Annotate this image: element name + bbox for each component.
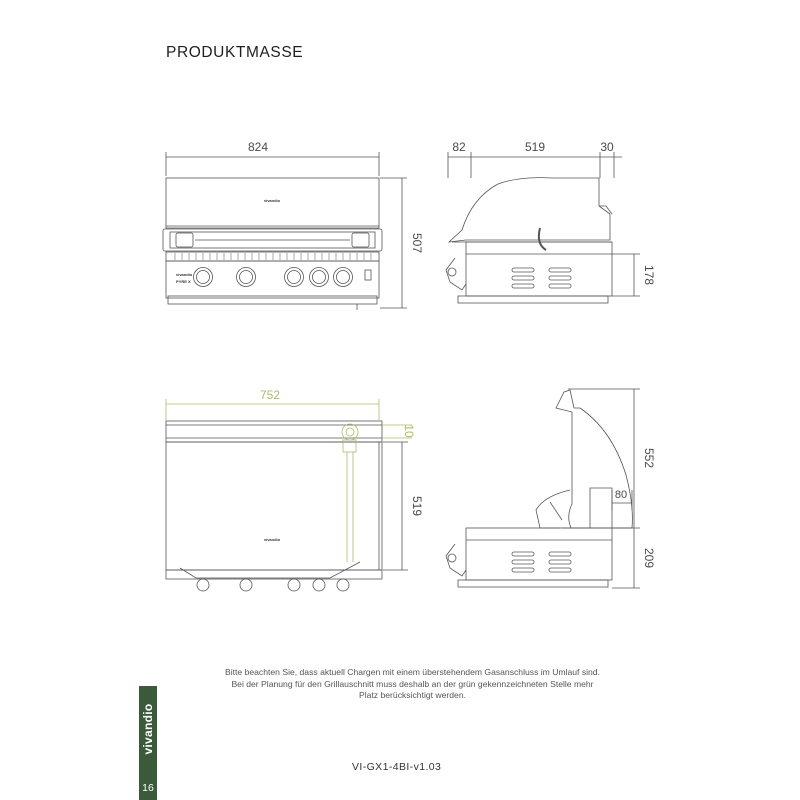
control-panel: [166, 261, 379, 298]
open-side-vents: [512, 552, 571, 572]
dim-label-rear: 82: [452, 140, 466, 154]
brand-sidebar: [139, 686, 157, 800]
dim-label-cutout-width: 752: [259, 388, 281, 402]
panel-model-label: PYRE X: [176, 279, 191, 284]
installation-note: [160, 667, 665, 702]
dim-label-front: 30: [600, 140, 614, 154]
dim-label-height: 507: [410, 232, 424, 254]
note-line-1: Bitte beachten Sie, dass aktuell Chargen mit einem überstehendem Gasanschluss im Umlauf sind.: [225, 667, 600, 677]
lid-logo: vivandio: [263, 198, 281, 203]
note-line-2: Bei der Planung für den Grillauschnitt muss deshalb an der grün gekennzeichneten Stelle mehr: [231, 678, 594, 689]
dim-label-depth: 519: [524, 140, 546, 154]
dim-label-base-height: 178: [642, 264, 656, 286]
page-number: 16: [142, 782, 154, 794]
cutout-view: [166, 399, 412, 591]
open-lid: [556, 390, 632, 528]
side-vents: [512, 268, 571, 288]
front-view: [163, 152, 407, 310]
lid-profile: [449, 178, 610, 242]
document-code: VI-GX1-4BI-v1.03: [352, 761, 442, 773]
dim-label-open-height: 552: [642, 447, 656, 469]
base-body: [466, 242, 612, 296]
page-title: PRODUKTMASSE: [166, 44, 304, 61]
open-base-body: [466, 528, 612, 580]
dim-label-open-base: 209: [642, 547, 656, 569]
note-line-3: Platz berücksichtigt werden.: [359, 690, 466, 700]
gas-connector: [342, 424, 412, 562]
side-view-closed: [446, 152, 640, 303]
dim-label-width: 824: [247, 140, 269, 154]
cutout-logo: vivandio: [263, 537, 281, 542]
dim-label-gas: 10: [402, 424, 416, 438]
dim-label-lid-offset: 80: [614, 489, 628, 501]
control-knobs: [194, 268, 372, 287]
panel-logo: vivandio: [176, 272, 193, 277]
brand-logo: vivandio: [141, 703, 155, 755]
dim-label-cutout-depth: 519: [410, 495, 424, 517]
side-view-open: [446, 389, 640, 588]
grill-lid: [166, 178, 379, 228]
cutout-body: [166, 442, 382, 570]
